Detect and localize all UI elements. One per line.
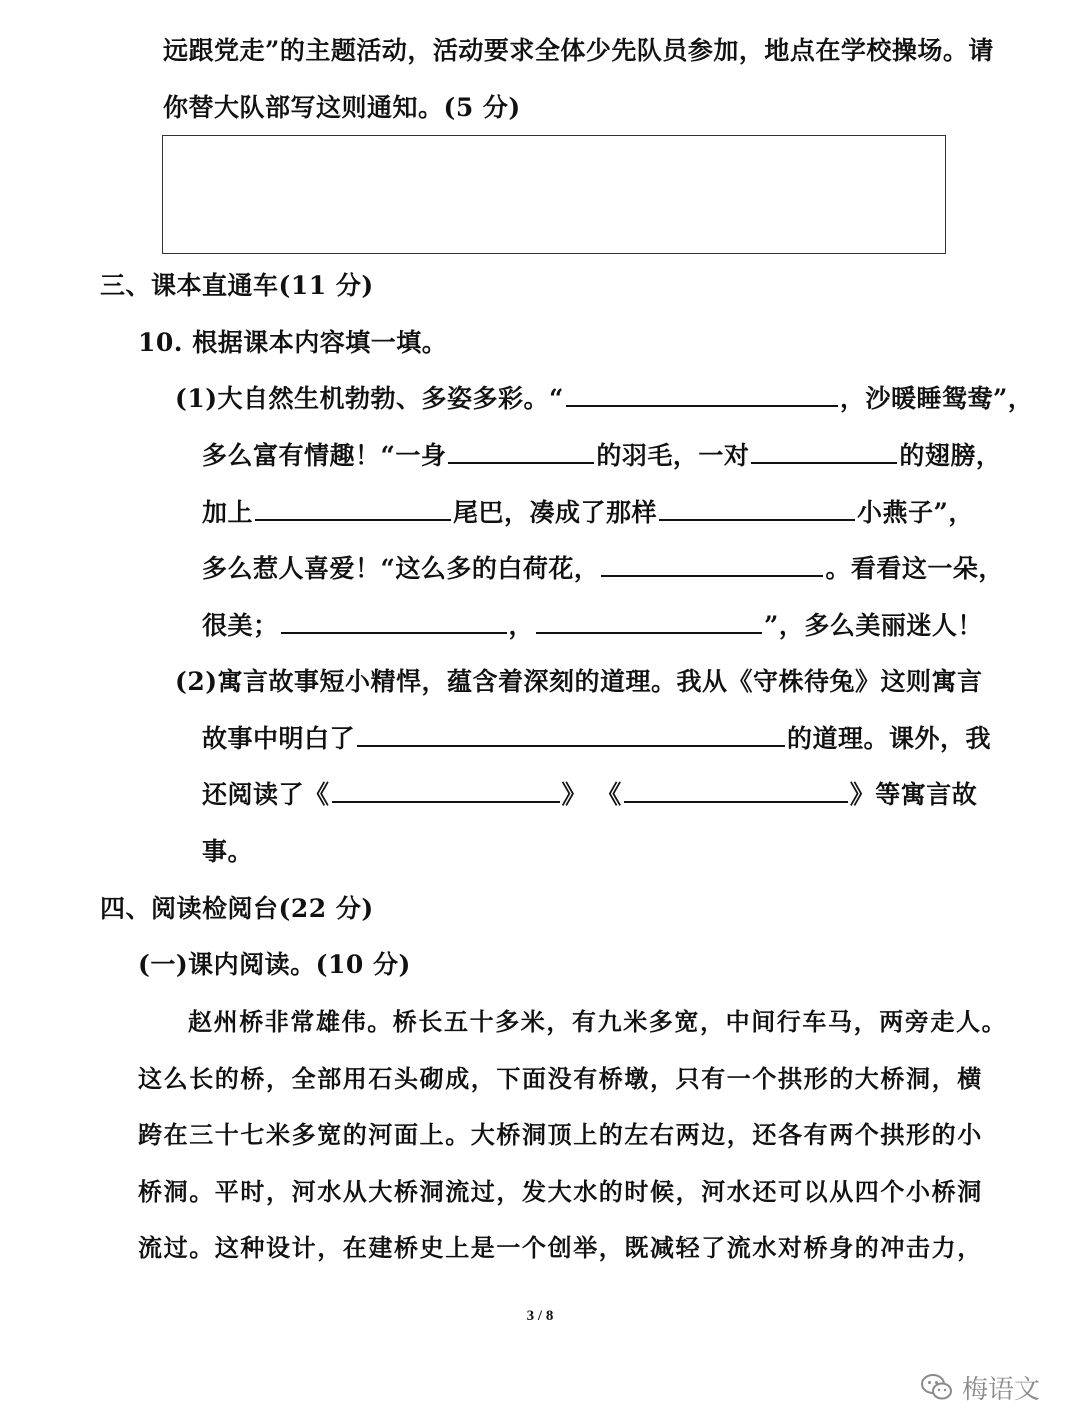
page-number: 3 / 8 xyxy=(526,1308,554,1324)
fill-blank[interactable] xyxy=(624,779,848,803)
question-10-title: 10. 根据课本内容填一填。 xyxy=(138,328,448,357)
q10-part1-text: ”，多么美丽迷人！ xyxy=(764,611,983,640)
intro-line-1: 远跟党走”的主题活动，活动要求全体少先队员参加，地点在学校操场。请 xyxy=(163,36,994,65)
fill-blank[interactable] xyxy=(448,440,594,464)
q10-part1-text: 尾巴，凑成了那样 xyxy=(453,498,658,527)
passage-line-3: 跨在三十七米多宽的河面上。大桥洞顶上的左右两边，还各有两个拱形的小 xyxy=(138,1121,983,1149)
q10-part1-text: 多么富有情趣！“一身 xyxy=(202,441,447,470)
fill-blank[interactable] xyxy=(357,723,785,747)
q10-part1-text: 多么惹人喜爱！“这么多的白荷花， xyxy=(202,554,600,583)
q10-part2-line-1: (2)寓言故事短小精悍，蕴含着深刻的道理。我从《守株待兔》这则寓言 xyxy=(175,667,983,696)
q10-part1-text: (1)大自然生机勃勃、多姿多彩。“ xyxy=(175,384,564,413)
reading-subsection-1: (一)课内阅读。(10 分) xyxy=(138,950,411,979)
q10-part1-text: 的羽毛，一对 xyxy=(596,441,750,470)
q10-part2-text: 》等寓言故 xyxy=(849,780,978,809)
q10-part1-line-5 xyxy=(202,609,983,643)
q10-part1-text: 加上 xyxy=(202,498,254,527)
q10-part1-text: 小燕子”， xyxy=(857,498,974,527)
passage-line-1: 赵州桥非常雄伟。桥长五十多米，有九米多宽，中间行车马，两旁走人。 xyxy=(188,1008,1008,1036)
wechat-icon xyxy=(920,1372,954,1402)
q10-part1-line-1 xyxy=(175,382,1033,416)
q10-part2-text: 的道理。课外，我 xyxy=(787,724,992,753)
q10-part1-line-2 xyxy=(202,439,1001,473)
q10-part2-line-3 xyxy=(202,778,977,812)
q10-part2-line-2 xyxy=(202,722,991,756)
passage-line-4: 桥洞。平时，河水从大桥洞流过，发大水的时候，河水还可以从四个小桥洞 xyxy=(138,1178,983,1206)
fill-blank[interactable] xyxy=(536,610,762,634)
q10-part1-line-3 xyxy=(202,496,974,530)
passage-line-5: 流过。这种设计，在建桥史上是一个创举，既减轻了流水对桥身的冲击力， xyxy=(138,1234,983,1262)
fill-blank[interactable] xyxy=(659,497,855,521)
section-3-heading: 三、课本直通车(11 分) xyxy=(100,271,374,300)
q10-part1-text: 。看看这一朵， xyxy=(825,554,1004,583)
q10-part1-text: ，沙暖睡鸳鸯”， xyxy=(839,384,1034,413)
q10-part1-line-4 xyxy=(202,552,1004,586)
q10-part1-text: ， xyxy=(508,611,535,640)
watermark-text: 梅语文 xyxy=(962,1374,1041,1405)
q10-part1-text: 的翅膀， xyxy=(899,441,1002,470)
intro-line-2: 你替大队部写这则通知。(5 分) xyxy=(163,93,521,122)
q10-part2-text: 》 《 xyxy=(561,780,622,809)
fill-blank[interactable] xyxy=(332,779,560,803)
q10-part2-text: 故事中明白了 xyxy=(202,724,356,753)
q10-part1-text: 很美； xyxy=(202,611,279,640)
section-4-heading: 四、阅读检阅台(22 分) xyxy=(100,894,374,923)
fill-blank[interactable] xyxy=(601,553,823,577)
q10-part2-line-4: 事。 xyxy=(202,837,254,866)
fill-blank[interactable] xyxy=(281,610,507,634)
fill-blank[interactable] xyxy=(255,497,451,521)
notice-answer-box[interactable] xyxy=(162,135,946,254)
fill-blank[interactable] xyxy=(751,440,897,464)
q10-part2-text: 还阅读了《 xyxy=(202,780,330,809)
passage-line-2: 这么长的桥，全部用石头砌成，下面没有桥墩，只有一个拱形的大桥洞，横 xyxy=(138,1065,983,1093)
watermark xyxy=(920,1365,1040,1409)
fill-blank[interactable] xyxy=(566,383,838,407)
